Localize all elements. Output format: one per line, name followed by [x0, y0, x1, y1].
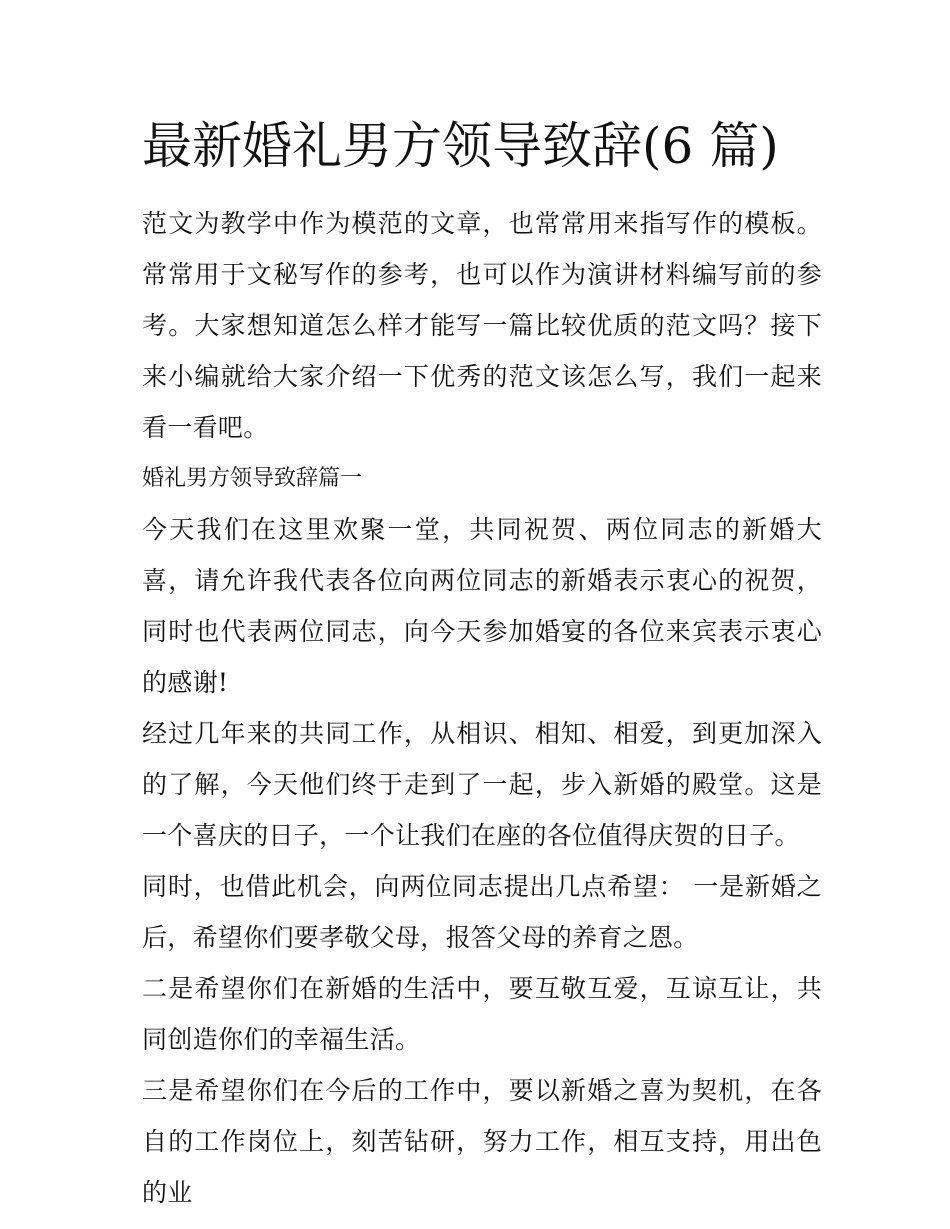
body-paragraph: 经过几年来的共同工作，从相识、相知、相爱，到更加深入的了解，今天他们终于走到了一起，步入新婚的殿堂。这是一个喜庆的日子，一个让我们在座的各位值得庆贺的日子。	[142, 719, 822, 850]
document-body	[142, 198, 822, 1218]
body-paragraph: 三是希望你们在今后的工作中，要以新婚之喜为契机，在各自的工作岗位上，刻苦钻研，努力工作，相互支持，用出色的业	[142, 1076, 822, 1207]
intro-paragraph: 范文为教学中作为模范的文章，也常常用来指写作的模板。常常用于文秘写作的参考，也可以作为演讲材料编写前的参考。大家想知道怎么样才能写一篇比较优质的范文吗？接下来小编就给大家介绍一下优秀的范文该怎么写，我们一起来看一看吧。	[142, 209, 822, 442]
body-paragraph: 今天我们在这里欢聚一堂，共同祝贺、两位同志的新婚大喜，请允许我代表各位向两位同志的新婚表示衷心的祝贺，同时也代表两位同志，向今天参加婚宴的各位来宾表示衷心的感谢!	[142, 515, 822, 697]
body-paragraph: 同时，也借此机会，向两位同志提出几点希望： 一是新婚之后，希望你们要孝敬父母，报答父母的养育之恩。	[142, 872, 822, 952]
document-title: 最新婚礼男方领导致辞(6 篇)	[142, 117, 779, 175]
section-heading: 婚礼男方领导致辞篇一	[142, 466, 363, 491]
body-paragraph: 二是希望你们在新婚的生活中，要互敬互爱，互谅互让，共同创造你们的幸福生活。	[142, 974, 822, 1054]
